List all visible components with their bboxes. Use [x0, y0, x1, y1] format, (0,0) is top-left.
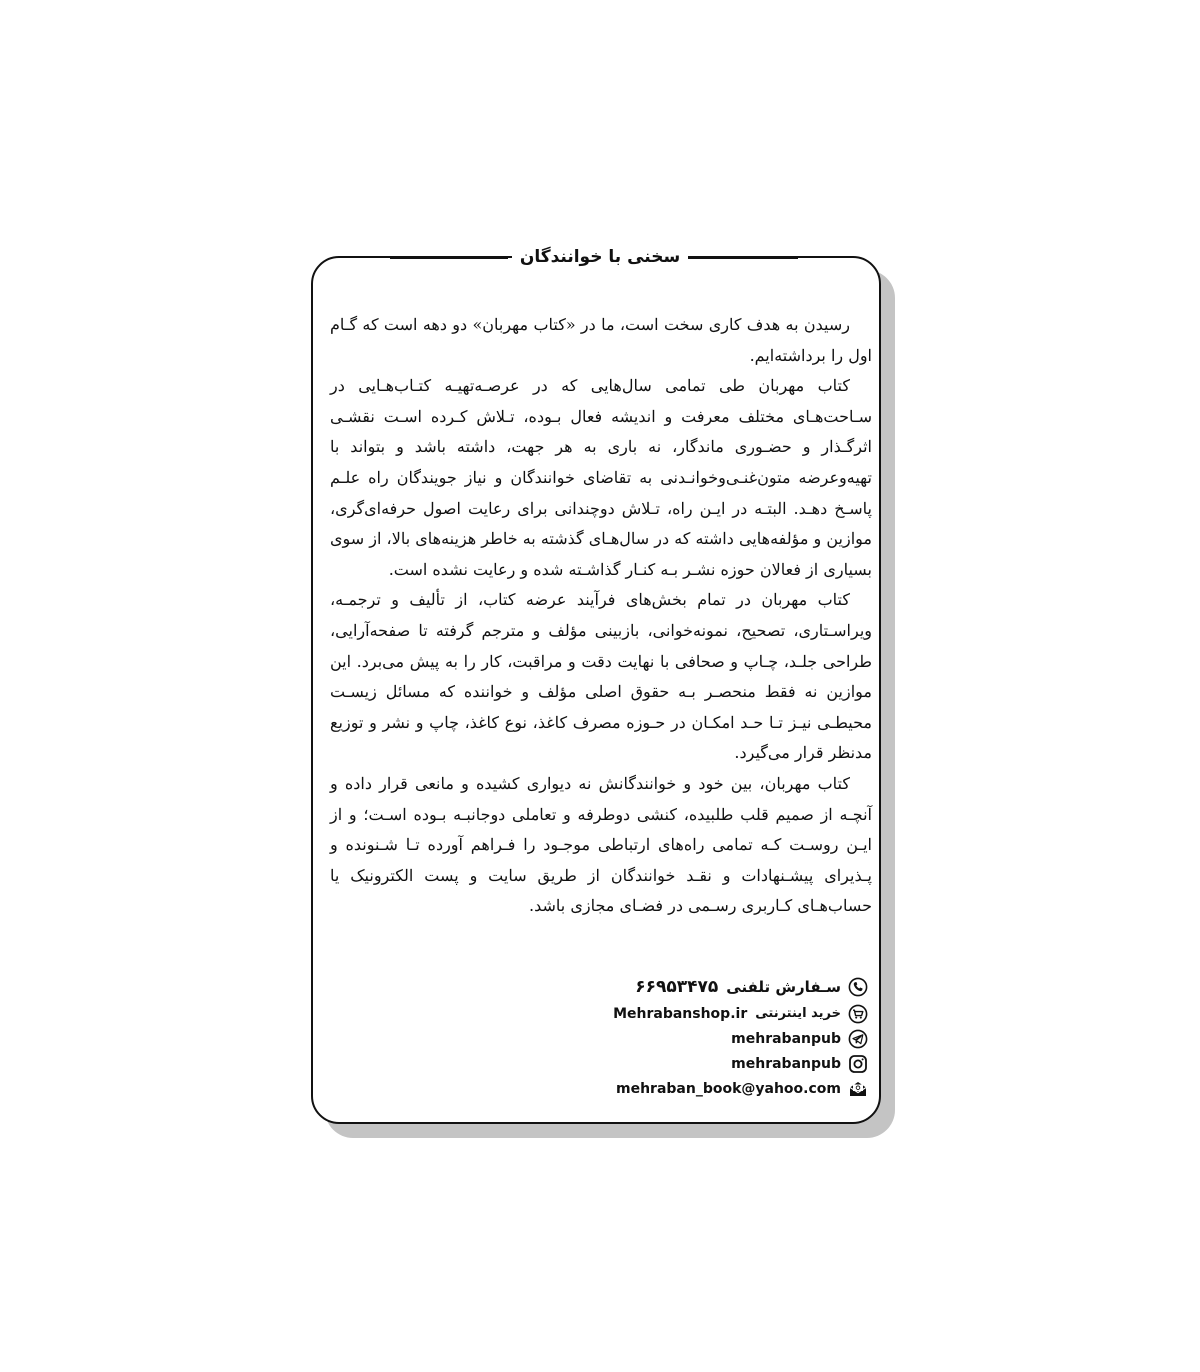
email-address[interactable]: mehraban_book@yahoo.com: [615, 1080, 841, 1097]
paragraph: کتاب مهربان، بین خود و خوانندگانش نه دیواری کشیده و مانعی قرار داده و آنچـه از صمیم قلب طلبیده، کنشی دوطرفه و تعاملی دوجانبـه بـوده اسـت؛ و از ایـن روسـت کـه تمامی راه‌های ارتباطی موجـود را فـراهم آورده تـا شـنونده و پـذیرای پیشـنهادات و نقـد خوانندگان از طریق سایت و پست الکترونیک یا حساب‌هـای کـاربری رسـمی در فضـای مجازی باشد.: [330, 773, 872, 916]
shop-website-link[interactable]: Mehrabanshop.ir: [613, 1005, 748, 1022]
shopping-cart-icon: [848, 1004, 868, 1024]
paragraph: کتاب مهربان در تمام بخش‌های فرآیند عرضه کتاب، از تألیف و ترجمـه، ویراسـتاری، تصحیح، نمونه‌خوانی، بازبینی مؤلف و مترجم گرفته تا صفحه‌آرایی، طراحی جلـد، چـاپ و صحافی با نهایت دقت و مراقبت، کار را به پیش می‌برد. این موازین نه فقط منحصـر بـه حقوق اصلی مؤلف و خواننده که مسائل زیسـت محیطـی نیـز تـا حـد امکـان در حـوزه مصرف کاغذ، نوع کاغذ، چاپ و نشر و توزیع مدنظر قرار می‌گیرد.: [330, 590, 873, 763]
page-title: سخنی با خوانندگان: [512, 243, 688, 271]
phone-number[interactable]: ۶۶۹۵۳۴۷۵: [635, 976, 719, 997]
phone-icon: [848, 977, 868, 997]
contact-phone-row: [580, 972, 868, 1001]
contact-telegram-row: [580, 1026, 868, 1051]
body-text: [330, 310, 872, 922]
contact-info: [580, 972, 868, 1101]
instagram-handle[interactable]: mehrabanpub: [731, 1055, 841, 1072]
contact-instagram-row: [580, 1051, 868, 1076]
title-rule-right: [680, 257, 798, 259]
contact-email-row: [580, 1076, 868, 1101]
paragraph: رسیدن به هدف کاری سخت است، ما در «کتاب مهربان» دو دهه است که گـام اول را برداشته‌ایم.: [330, 315, 872, 365]
email-icon: [848, 1079, 868, 1099]
telegram-icon: [848, 1029, 868, 1049]
title-rule-left: [390, 257, 508, 259]
online-shop-label: خرید اینترنتی: [755, 1006, 841, 1021]
phone-order-label: سـفارش تلفنی: [726, 977, 841, 996]
paragraph: کتاب مهربان طی تمامی سال‌هایی که در عرصـه‌تهیـه کتـاب‌هـایی در سـاحت‌هـای مختلف معرفت و اندیشه فعال بـوده، تـلاش کـرده اسـت نقشـی اثرگـذار و حضـوری ماندگار، نه باری به هر جهت، داشته باشد و بتواند با تهیه‌وعرضه متون‌غنـی‌وخوانـدنی به تقاضای خوانندگان و نیاز جویندگان راه علـم پاسـخ دهـد. البتـه در ایـن راه، تـلاش دوچندانی برای رعایت اصول حرفه‌ای‌گری، موازین و مؤلفه‌هایی داشته که در سال‌هـای گذشته به خاطر هزینه‌های بالا، از سوی بسیاری از فعالان حوزه نشـر بـه کنـار گذاشـته شده و رعایت نشده است.: [330, 376, 872, 579]
telegram-handle[interactable]: mehrabanpub: [731, 1030, 841, 1047]
contact-shop-row: [580, 1001, 868, 1026]
instagram-icon: [848, 1054, 868, 1074]
